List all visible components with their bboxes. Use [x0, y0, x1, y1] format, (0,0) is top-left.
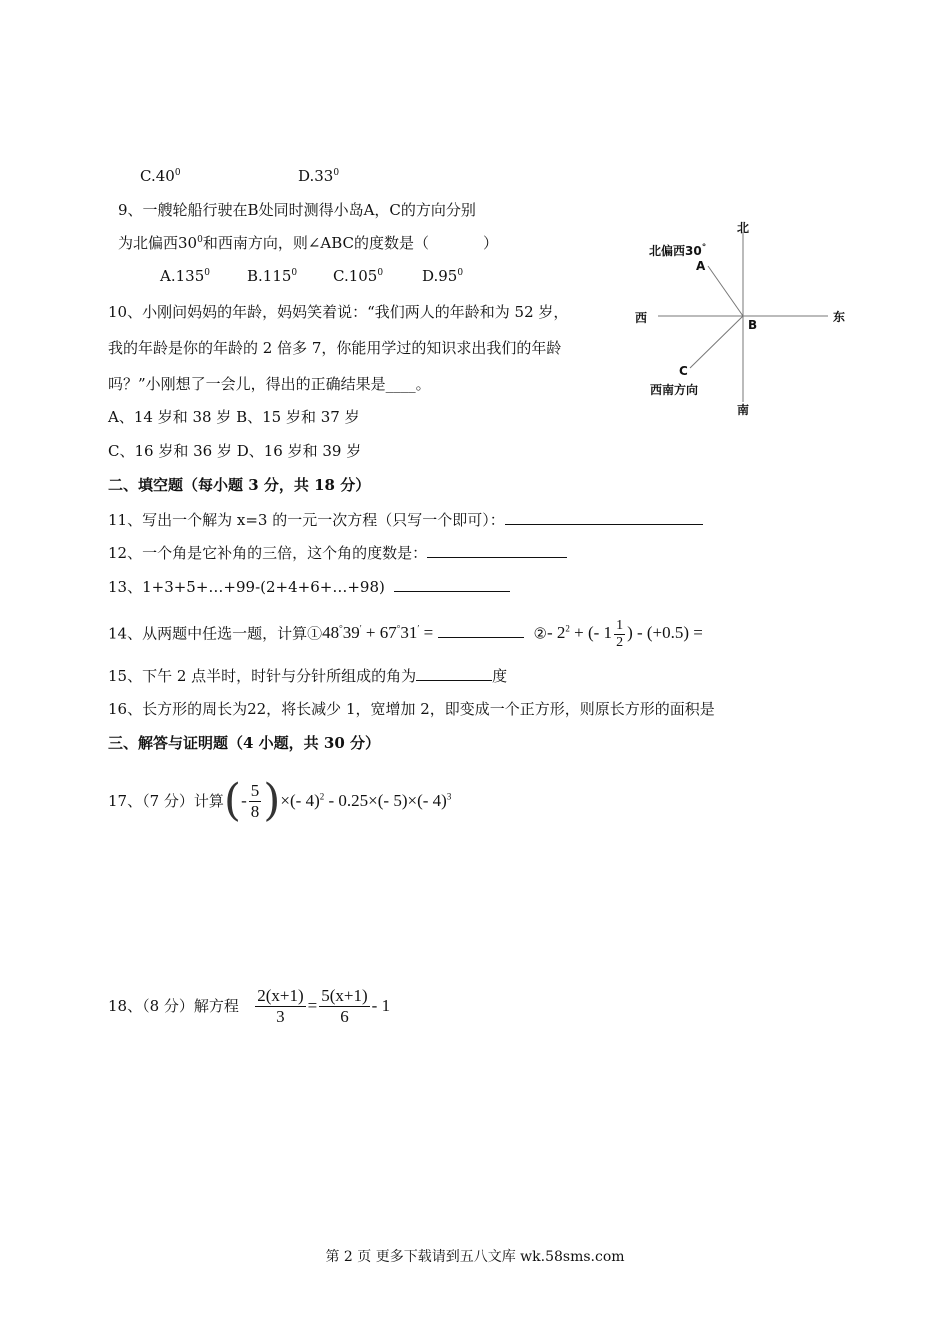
q17-rest: ×(- 4)$^2$ - 0.25×(- 5)×(- 4)$^3$: [280, 791, 452, 810]
section3-title: 三、解答与证明题（4 小题，共 30 分）: [108, 734, 380, 752]
q9-option-c: C.105$^0$: [333, 267, 384, 285]
q9-option-a: A.135$^0$: [160, 267, 210, 285]
q18-left-fraction: $\frac{2(x+1)}{3}$: [257, 985, 304, 1026]
q15: 15、下午 2 点半时，时针与分针所组成的角为 度: [108, 667, 508, 685]
section2-title: 二、填空题（每小题 3 分，共 18 分）: [108, 476, 371, 494]
page-footer: 第 2 页 更多下载请到五八文库 wk.58sms.com: [325, 1249, 625, 1265]
c-direction-label: 西南方向: [650, 383, 699, 397]
q10-options-ab: A、14 岁和 38 岁 B、15 岁和 37 岁: [108, 408, 360, 426]
q9-line1: 9、一艘轮船行驶在B处同时测得小岛A，C的方向分别: [118, 201, 476, 219]
q16: 16、长方形的周长为22，将长减少 1，宽增加 2，即变成一个正方形，则原长方形的面积是: [108, 700, 715, 718]
north-label: 北: [737, 221, 750, 235]
q15-answer-blank: [416, 665, 492, 681]
point-a-label: A: [696, 259, 706, 273]
q18: 18、（8 分）解方程 $\frac{2(x+1)}{3}$ = $\frac{5(x+1)}{6}$ - 1: [108, 985, 391, 1026]
point-c-label: C: [679, 364, 688, 378]
q8-option-c: $C.40^0$: [140, 167, 181, 185]
q17-fraction: $\frac{5}{8}$: [250, 780, 260, 821]
q11-answer-blank: [505, 509, 703, 525]
q8-option-d: $D.33^0$: [298, 167, 340, 185]
q14-fraction: $\frac{1}{2}$: [616, 618, 624, 650]
q10-line2: 我的年龄是你的年龄的 2 倍多 7，你能用学过的知识求出我们的年龄: [108, 339, 562, 357]
q10-line1: 10、小刚问妈妈的年龄，妈妈笑着说：“我们两人的年龄和为 52 岁，: [108, 303, 569, 321]
q13: 13、1+3+5+…+99-(2+4+6+…+98): [108, 576, 510, 597]
a-direction-label: 北偏西30°: [649, 243, 707, 258]
east-label: 东: [833, 310, 846, 324]
q14: 14、从两题中任选一题，计算①48°39′ + 67°31′ = ②- $2^2$ + (- 1 $\frac{1}{2}$ ) - (+0.5) =: [108, 618, 703, 650]
q17: 17、（7 分）计算(- $\frac{5}{8}$ )×(- 4)$^2$ - 0.25×(- 5)×(- 4)$^3$: [108, 775, 452, 826]
q14-expression-1: 48°39′ + 67°31′ =: [322, 623, 434, 643]
q14-expression-2: - $2^2$ + (- 1 $\frac{1}{2}$ ) - (+0.5) =: [546, 618, 703, 650]
q10-line3: 吗？”小刚想了一会儿，得出的正确结果是____。: [108, 375, 431, 393]
point-b-label: B: [748, 318, 758, 332]
q12-answer-blank: [427, 542, 567, 558]
west-label: 西: [635, 311, 648, 325]
direction-diagram: [628, 212, 858, 422]
q12: 12、一个角是它补角的三倍，这个角的度数是：: [108, 542, 567, 563]
q13-answer-blank: [394, 576, 510, 592]
q9-option-d: $D.95^0$: [422, 267, 464, 285]
q9-option-b: B.115$^0$: [247, 267, 298, 285]
q18-right-fraction: $\frac{5(x+1)}{6}$: [321, 985, 368, 1026]
ray-bc: [690, 316, 743, 368]
q9-line2: 为北偏西$30^0$和西南方向，则∠ABC的度数是（ ）: [118, 234, 499, 252]
q14-answer-blank: [438, 622, 524, 638]
south-label: 南: [737, 403, 750, 417]
q11: 11、写出一个解为 x=3 的一元一次方程（只写一个即可）：: [108, 509, 703, 530]
ray-ba: [708, 266, 743, 316]
q10-options-cd: C、16 岁和 36 岁 D、16 岁和 39 岁: [108, 442, 362, 460]
